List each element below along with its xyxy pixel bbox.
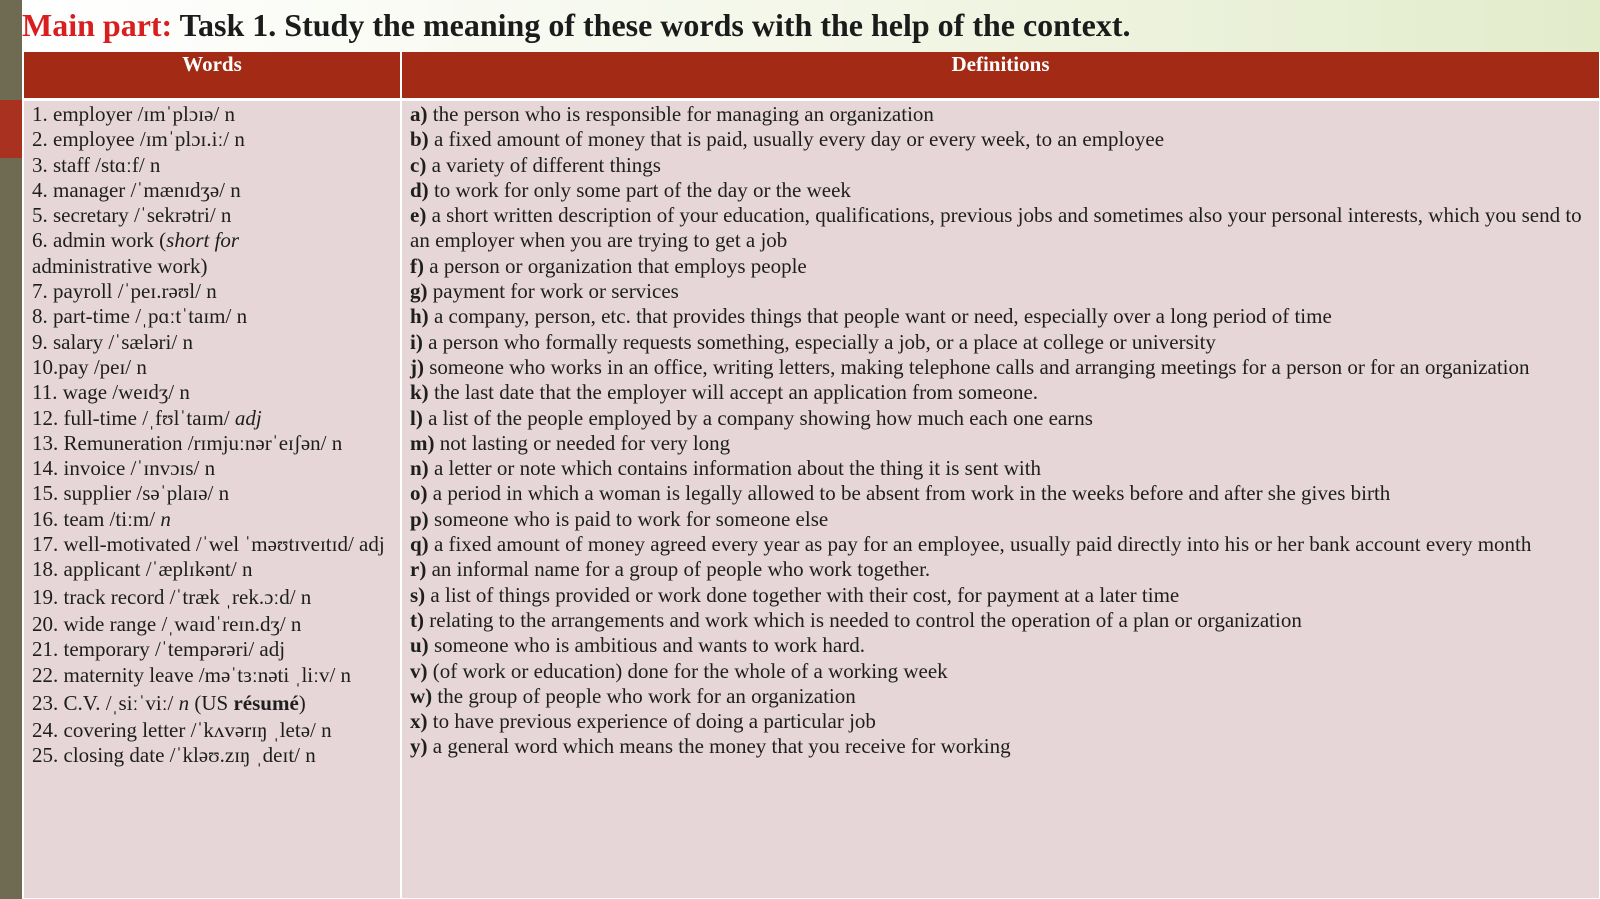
word-item [32,691,394,716]
definition-item [410,456,1590,481]
definition-text: (of work or education) done for the whole of a working week [427,658,948,683]
word-pos-italic: n [178,690,190,715]
word-item: 17. well-motivated /ˈwel ˈməʊtɪveɪtɪd/ adj [32,532,385,557]
word-text: ) [298,690,306,715]
definition-item [410,304,1590,329]
definition-letter: e) [410,203,427,228]
header-divider [24,98,1599,101]
word-item [32,406,394,431]
word-text: 16. team /tiːm/ [32,506,161,531]
definition-text: an informal name for a group of people who work together. [426,557,931,582]
definition-item [410,355,1590,380]
definition-letter: p) [410,506,429,531]
definition-text: the last date that the employer will accept an application from someone. [428,380,1039,405]
definition-item [410,734,1590,759]
definition-letter: a) [410,102,428,126]
word-item: 10.pay /peɪ/ n [32,354,147,379]
definition-text: relating to the arrangements and work which is needed to control the operation of a plan or organization [424,607,1302,632]
word-item [32,507,394,532]
page-title [22,7,1130,44]
definition-letter: g) [410,279,428,304]
definition-letter: y) [410,734,428,759]
definition-letter: m) [410,430,435,455]
definition-item [410,481,1590,506]
definition-letter: o) [410,481,428,506]
column-divider [400,52,402,898]
definition-item [410,709,1590,734]
words-column [32,102,394,769]
word-text: (US [189,690,234,715]
definition-item [410,507,1590,532]
definition-text: a list of things provided or work done together with their cost, for payment at a later time [425,582,1180,607]
word-item: 21. temporary /ˈtempərəri/ adj [32,637,286,662]
word-item: 5. secretary /ˈsekrətri/ n [32,203,232,228]
definition-text: a person or organization that employs people [424,253,807,278]
definition-text: a variety of different things [426,152,661,177]
word-item: 9. salary /ˈsæləri/ n [32,329,193,354]
definition-letter: t) [410,607,424,632]
definition-text: to work for only some part of the day or the week [428,177,851,202]
word-item: 18. applicant /ˈæplɪkənt/ n [32,557,253,582]
definition-item [410,532,1590,557]
word-item: 2. employee /ɪmˈplɔɪ.iː/ n [32,127,245,152]
definition-letter: f) [410,253,424,278]
definition-item [410,330,1590,355]
word-item: 20. wide range /ˌwaɪdˈreɪn.dʒ/ n [32,611,302,636]
definition-item [410,608,1590,633]
definition-letter: w) [410,683,433,708]
word-pos-italic: adj [234,405,262,430]
word-item: 1. employer /ɪmˈplɔɪə/ n [32,102,235,126]
definition-text: payment for work or services [427,279,679,304]
definition-text: someone who is ambitious and wants to work hard. [428,633,865,658]
definition-letter: n) [410,456,429,481]
definition-item [410,254,1590,279]
word-item: 11. wage /weɪdʒ/ n [32,380,190,405]
definition-item [410,633,1590,658]
definition-text: someone who is paid to work for someone else [428,506,829,531]
definition-letter: k) [410,380,429,405]
definition-item [410,203,1590,254]
vocabulary-table [24,52,1599,898]
word-text: administrative work [32,253,201,278]
word-item: 25. closing date /ˈkləʊ.zɪŋ ˌdeɪt/ n [32,743,316,768]
definition-letter: s) [410,582,426,607]
title-task: Task 1. Study the meaning of these words with the help of the context. [172,7,1131,43]
definition-item [410,127,1590,152]
definition-text: a period in which a woman is legally allowed to be absent from work in the weeks before and after she gives birth [427,481,1391,506]
word-item: 22. maternity leave /məˈtɜːnəti ˌliːv/ n [32,662,352,687]
word-item: 15. supplier /səˈplaɪə/ n [32,481,230,506]
definition-text: not lasting or needed for very long [434,430,731,455]
definition-letter: u) [410,633,429,658]
header-words: Words [24,52,400,98]
definition-item [410,102,1590,127]
definition-text: someone who works in an office, writing letters, making telephone calls and arranging meetings for a person or for an organization [424,354,1530,379]
definition-text: the person who is responsible for managing an organization [427,102,934,126]
definition-letter: i) [410,329,423,354]
word-item: 14. invoice /ˈɪnvɔɪs/ n [32,456,216,481]
definition-item [410,583,1590,608]
definition-text: to have previous experience of doing a particular job [427,709,876,734]
definition-item [410,380,1590,405]
definition-letter: v) [410,658,428,683]
definition-text: the group of people who work for an organization [432,683,856,708]
definition-letter: j) [410,354,424,379]
definition-item [410,659,1590,684]
definition-text: a letter or note which contains information about the thing it is sent with [428,456,1042,481]
word-item: 3. staff /stɑːf/ n [32,152,161,177]
definition-letter: x) [410,709,428,734]
definition-text: a list of the people employed by a company showing how much each one earns [422,405,1093,430]
word-item: 13. Remuneration /rɪmjuːnərˈeɪʃən/ n [32,430,343,455]
definition-item [410,406,1590,431]
definition-text: a person who formally requests something, especially a job, or a place at college or university [422,329,1216,354]
definition-letter: h) [410,304,429,329]
definition-text: a short written description of your education, qualifications, previous jobs and sometimes also your personal interests, which you send to an employer when you are trying to get a job [410,203,1582,253]
word-item: 4. manager /ˈmænɪdʒə/ n [32,177,241,202]
definition-text: a fixed amount of money agreed every year as pay for an employee, usually paid directly into his or her bank account every month [428,532,1532,557]
definition-item [410,178,1590,203]
definition-item [410,279,1590,304]
title-main-part: Main part: [22,7,173,43]
definition-letter: d) [410,177,429,202]
word-item: 24. covering letter /ˈkʌvərɪŋ ˌletə/ n [32,718,332,743]
definition-letter: b) [410,127,429,152]
definition-text: a fixed amount of money that is paid, usually every day or every week, to an employee [428,127,1165,152]
word-item: 8. part-time /ˌpɑːtˈtaɪm/ n [32,304,248,329]
word-pos-italic: n [160,506,171,531]
definition-item [410,557,1590,582]
word-text: 23. C.V. /ˌsiːˈviː/ [32,690,179,715]
definition-letter: r) [410,557,427,582]
definition-text: a general word which means the money that you receive for working [427,734,1011,759]
definition-item [410,431,1590,456]
word-item: 7. payroll /ˈpeɪ.rəʊl/ n [32,279,217,304]
left-accent-bar [0,100,22,158]
word-note-italic: short for [166,228,240,253]
word-text: 12. full-time /ˌfʊlˈtaɪm/ [32,405,235,430]
header-definitions: Definitions [402,52,1599,98]
definition-item [410,684,1590,709]
word-resume-bold: résumé [233,690,299,715]
definition-item [410,153,1590,178]
word-item: 19. track record /ˈtræk ˌrek.ɔːd/ n [32,584,312,609]
definition-letter: c) [410,152,427,177]
definition-letter: q) [410,532,429,557]
word-text: 6. admin work ( [32,228,167,253]
definition-letter: l) [410,405,423,430]
definitions-column [410,102,1590,760]
word-text: ) [200,253,208,278]
word-item [32,228,394,279]
definition-text: a company, person, etc. that provides things that people want or need, especially over a long period of time [428,304,1332,329]
